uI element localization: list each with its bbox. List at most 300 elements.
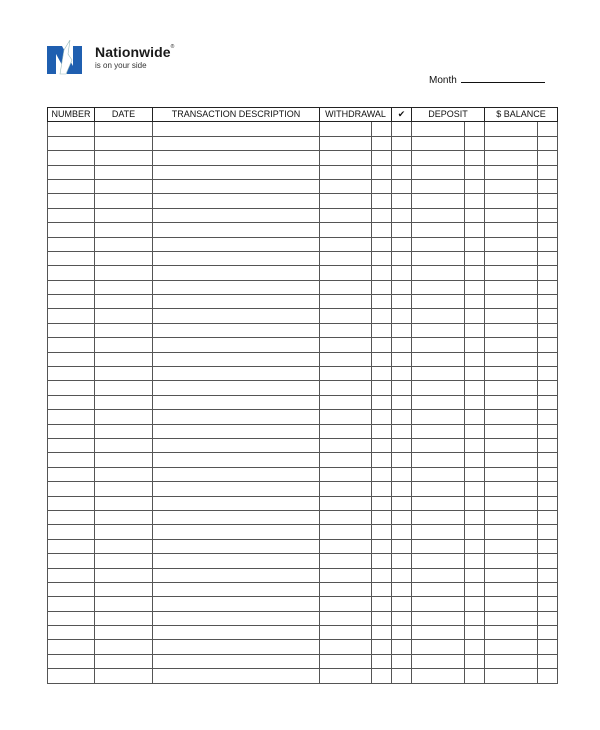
deposit-dollars-cell[interactable]	[412, 280, 465, 294]
balance-cents-cell[interactable]	[538, 410, 558, 424]
check-cell[interactable]	[392, 367, 412, 381]
withdrawal-dollars-cell[interactable]	[320, 467, 372, 481]
date-cell[interactable]	[95, 352, 153, 366]
deposit-cents-cell[interactable]	[465, 510, 485, 524]
number-cell[interactable]	[48, 424, 95, 438]
balance-cents-cell[interactable]	[538, 323, 558, 337]
withdrawal-dollars-cell[interactable]	[320, 438, 372, 452]
deposit-cents-cell[interactable]	[465, 626, 485, 640]
description-cell[interactable]	[153, 582, 320, 596]
deposit-dollars-cell[interactable]	[412, 122, 465, 136]
check-cell[interactable]	[392, 654, 412, 668]
check-cell[interactable]	[392, 338, 412, 352]
deposit-cents-cell[interactable]	[465, 669, 485, 683]
date-cell[interactable]	[95, 654, 153, 668]
balance-cents-cell[interactable]	[538, 309, 558, 323]
withdrawal-dollars-cell[interactable]	[320, 496, 372, 510]
deposit-dollars-cell[interactable]	[412, 669, 465, 683]
balance-dollars-cell[interactable]	[485, 165, 538, 179]
number-cell[interactable]	[48, 582, 95, 596]
check-cell[interactable]	[392, 194, 412, 208]
withdrawal-dollars-cell[interactable]	[320, 151, 372, 165]
withdrawal-cents-cell[interactable]	[372, 640, 392, 654]
check-cell[interactable]	[392, 179, 412, 193]
balance-cents-cell[interactable]	[538, 352, 558, 366]
check-cell[interactable]	[392, 165, 412, 179]
description-cell[interactable]	[153, 280, 320, 294]
withdrawal-dollars-cell[interactable]	[320, 510, 372, 524]
date-cell[interactable]	[95, 482, 153, 496]
balance-cents-cell[interactable]	[538, 496, 558, 510]
date-cell[interactable]	[95, 165, 153, 179]
withdrawal-dollars-cell[interactable]	[320, 223, 372, 237]
date-cell[interactable]	[95, 194, 153, 208]
balance-cents-cell[interactable]	[538, 223, 558, 237]
date-cell[interactable]	[95, 496, 153, 510]
balance-cents-cell[interactable]	[538, 438, 558, 452]
balance-dollars-cell[interactable]	[485, 482, 538, 496]
withdrawal-cents-cell[interactable]	[372, 323, 392, 337]
deposit-cents-cell[interactable]	[465, 367, 485, 381]
balance-dollars-cell[interactable]	[485, 309, 538, 323]
balance-cents-cell[interactable]	[538, 367, 558, 381]
deposit-dollars-cell[interactable]	[412, 295, 465, 309]
withdrawal-cents-cell[interactable]	[372, 338, 392, 352]
deposit-cents-cell[interactable]	[465, 597, 485, 611]
check-cell[interactable]	[392, 611, 412, 625]
deposit-dollars-cell[interactable]	[412, 151, 465, 165]
check-cell[interactable]	[392, 539, 412, 553]
withdrawal-cents-cell[interactable]	[372, 136, 392, 150]
balance-cents-cell[interactable]	[538, 525, 558, 539]
balance-cents-cell[interactable]	[538, 179, 558, 193]
check-cell[interactable]	[392, 626, 412, 640]
balance-dollars-cell[interactable]	[485, 410, 538, 424]
withdrawal-dollars-cell[interactable]	[320, 208, 372, 222]
number-cell[interactable]	[48, 367, 95, 381]
deposit-cents-cell[interactable]	[465, 410, 485, 424]
description-cell[interactable]	[153, 539, 320, 553]
balance-cents-cell[interactable]	[538, 669, 558, 683]
date-cell[interactable]	[95, 539, 153, 553]
description-cell[interactable]	[153, 237, 320, 251]
date-cell[interactable]	[95, 122, 153, 136]
description-cell[interactable]	[153, 381, 320, 395]
date-cell[interactable]	[95, 582, 153, 596]
description-cell[interactable]	[153, 266, 320, 280]
withdrawal-cents-cell[interactable]	[372, 582, 392, 596]
description-cell[interactable]	[153, 626, 320, 640]
check-cell[interactable]	[392, 438, 412, 452]
balance-cents-cell[interactable]	[538, 338, 558, 352]
date-cell[interactable]	[95, 626, 153, 640]
description-cell[interactable]	[153, 424, 320, 438]
number-cell[interactable]	[48, 453, 95, 467]
deposit-dollars-cell[interactable]	[412, 510, 465, 524]
description-cell[interactable]	[153, 151, 320, 165]
deposit-dollars-cell[interactable]	[412, 367, 465, 381]
deposit-dollars-cell[interactable]	[412, 539, 465, 553]
withdrawal-dollars-cell[interactable]	[320, 136, 372, 150]
number-cell[interactable]	[48, 395, 95, 409]
balance-dollars-cell[interactable]	[485, 453, 538, 467]
deposit-dollars-cell[interactable]	[412, 223, 465, 237]
date-cell[interactable]	[95, 525, 153, 539]
deposit-dollars-cell[interactable]	[412, 237, 465, 251]
description-cell[interactable]	[153, 122, 320, 136]
date-cell[interactable]	[95, 410, 153, 424]
check-cell[interactable]	[392, 525, 412, 539]
number-cell[interactable]	[48, 482, 95, 496]
withdrawal-dollars-cell[interactable]	[320, 179, 372, 193]
withdrawal-dollars-cell[interactable]	[320, 525, 372, 539]
check-cell[interactable]	[392, 266, 412, 280]
deposit-dollars-cell[interactable]	[412, 568, 465, 582]
balance-cents-cell[interactable]	[538, 482, 558, 496]
deposit-cents-cell[interactable]	[465, 539, 485, 553]
check-cell[interactable]	[392, 223, 412, 237]
check-cell[interactable]	[392, 640, 412, 654]
number-cell[interactable]	[48, 122, 95, 136]
balance-dollars-cell[interactable]	[485, 654, 538, 668]
withdrawal-dollars-cell[interactable]	[320, 424, 372, 438]
withdrawal-dollars-cell[interactable]	[320, 626, 372, 640]
description-cell[interactable]	[153, 194, 320, 208]
description-cell[interactable]	[153, 165, 320, 179]
withdrawal-cents-cell[interactable]	[372, 438, 392, 452]
withdrawal-cents-cell[interactable]	[372, 208, 392, 222]
number-cell[interactable]	[48, 208, 95, 222]
deposit-cents-cell[interactable]	[465, 654, 485, 668]
balance-dollars-cell[interactable]	[485, 582, 538, 596]
withdrawal-cents-cell[interactable]	[372, 424, 392, 438]
check-cell[interactable]	[392, 424, 412, 438]
withdrawal-dollars-cell[interactable]	[320, 654, 372, 668]
number-cell[interactable]	[48, 237, 95, 251]
description-cell[interactable]	[153, 640, 320, 654]
deposit-dollars-cell[interactable]	[412, 179, 465, 193]
month-input-line[interactable]	[461, 73, 545, 83]
deposit-dollars-cell[interactable]	[412, 309, 465, 323]
date-cell[interactable]	[95, 554, 153, 568]
deposit-dollars-cell[interactable]	[412, 323, 465, 337]
withdrawal-dollars-cell[interactable]	[320, 295, 372, 309]
deposit-cents-cell[interactable]	[465, 525, 485, 539]
number-cell[interactable]	[48, 640, 95, 654]
deposit-dollars-cell[interactable]	[412, 554, 465, 568]
balance-dollars-cell[interactable]	[485, 539, 538, 553]
number-cell[interactable]	[48, 568, 95, 582]
deposit-dollars-cell[interactable]	[412, 453, 465, 467]
date-cell[interactable]	[95, 179, 153, 193]
number-cell[interactable]	[48, 539, 95, 553]
deposit-dollars-cell[interactable]	[412, 381, 465, 395]
date-cell[interactable]	[95, 309, 153, 323]
balance-dollars-cell[interactable]	[485, 194, 538, 208]
date-cell[interactable]	[95, 295, 153, 309]
withdrawal-dollars-cell[interactable]	[320, 367, 372, 381]
date-cell[interactable]	[95, 424, 153, 438]
deposit-cents-cell[interactable]	[465, 122, 485, 136]
balance-cents-cell[interactable]	[538, 136, 558, 150]
number-cell[interactable]	[48, 496, 95, 510]
withdrawal-cents-cell[interactable]	[372, 179, 392, 193]
check-cell[interactable]	[392, 352, 412, 366]
withdrawal-dollars-cell[interactable]	[320, 309, 372, 323]
balance-dollars-cell[interactable]	[485, 467, 538, 481]
balance-dollars-cell[interactable]	[485, 640, 538, 654]
deposit-cents-cell[interactable]	[465, 467, 485, 481]
deposit-dollars-cell[interactable]	[412, 194, 465, 208]
balance-cents-cell[interactable]	[538, 251, 558, 265]
number-cell[interactable]	[48, 381, 95, 395]
balance-cents-cell[interactable]	[538, 194, 558, 208]
date-cell[interactable]	[95, 395, 153, 409]
withdrawal-dollars-cell[interactable]	[320, 122, 372, 136]
number-cell[interactable]	[48, 654, 95, 668]
check-cell[interactable]	[392, 122, 412, 136]
date-cell[interactable]	[95, 367, 153, 381]
withdrawal-dollars-cell[interactable]	[320, 568, 372, 582]
balance-dollars-cell[interactable]	[485, 496, 538, 510]
description-cell[interactable]	[153, 352, 320, 366]
withdrawal-cents-cell[interactable]	[372, 410, 392, 424]
deposit-cents-cell[interactable]	[465, 438, 485, 452]
deposit-dollars-cell[interactable]	[412, 395, 465, 409]
check-cell[interactable]	[392, 208, 412, 222]
description-cell[interactable]	[153, 438, 320, 452]
description-cell[interactable]	[153, 295, 320, 309]
check-cell[interactable]	[392, 482, 412, 496]
withdrawal-cents-cell[interactable]	[372, 367, 392, 381]
date-cell[interactable]	[95, 381, 153, 395]
withdrawal-dollars-cell[interactable]	[320, 194, 372, 208]
number-cell[interactable]	[48, 410, 95, 424]
check-cell[interactable]	[392, 323, 412, 337]
deposit-cents-cell[interactable]	[465, 582, 485, 596]
deposit-cents-cell[interactable]	[465, 266, 485, 280]
description-cell[interactable]	[153, 669, 320, 683]
description-cell[interactable]	[153, 136, 320, 150]
number-cell[interactable]	[48, 151, 95, 165]
balance-dollars-cell[interactable]	[485, 597, 538, 611]
deposit-dollars-cell[interactable]	[412, 654, 465, 668]
withdrawal-cents-cell[interactable]	[372, 525, 392, 539]
check-cell[interactable]	[392, 554, 412, 568]
month-field[interactable]	[429, 73, 545, 86]
withdrawal-dollars-cell[interactable]	[320, 352, 372, 366]
withdrawal-dollars-cell[interactable]	[320, 597, 372, 611]
balance-cents-cell[interactable]	[538, 280, 558, 294]
balance-dollars-cell[interactable]	[485, 179, 538, 193]
date-cell[interactable]	[95, 151, 153, 165]
deposit-dollars-cell[interactable]	[412, 338, 465, 352]
date-cell[interactable]	[95, 338, 153, 352]
balance-cents-cell[interactable]	[538, 122, 558, 136]
balance-dollars-cell[interactable]	[485, 424, 538, 438]
deposit-dollars-cell[interactable]	[412, 496, 465, 510]
balance-dollars-cell[interactable]	[485, 237, 538, 251]
balance-cents-cell[interactable]	[538, 626, 558, 640]
check-cell[interactable]	[392, 151, 412, 165]
description-cell[interactable]	[153, 251, 320, 265]
deposit-dollars-cell[interactable]	[412, 208, 465, 222]
withdrawal-dollars-cell[interactable]	[320, 539, 372, 553]
number-cell[interactable]	[48, 626, 95, 640]
balance-dollars-cell[interactable]	[485, 611, 538, 625]
date-cell[interactable]	[95, 266, 153, 280]
number-cell[interactable]	[48, 510, 95, 524]
balance-dollars-cell[interactable]	[485, 525, 538, 539]
withdrawal-dollars-cell[interactable]	[320, 482, 372, 496]
withdrawal-dollars-cell[interactable]	[320, 165, 372, 179]
balance-dollars-cell[interactable]	[485, 554, 538, 568]
balance-cents-cell[interactable]	[538, 568, 558, 582]
date-cell[interactable]	[95, 453, 153, 467]
description-cell[interactable]	[153, 525, 320, 539]
withdrawal-cents-cell[interactable]	[372, 554, 392, 568]
date-cell[interactable]	[95, 597, 153, 611]
withdrawal-dollars-cell[interactable]	[320, 410, 372, 424]
balance-dollars-cell[interactable]	[485, 381, 538, 395]
withdrawal-cents-cell[interactable]	[372, 251, 392, 265]
withdrawal-cents-cell[interactable]	[372, 510, 392, 524]
check-cell[interactable]	[392, 136, 412, 150]
balance-dollars-cell[interactable]	[485, 438, 538, 452]
withdrawal-cents-cell[interactable]	[372, 611, 392, 625]
balance-cents-cell[interactable]	[538, 597, 558, 611]
description-cell[interactable]	[153, 223, 320, 237]
date-cell[interactable]	[95, 251, 153, 265]
check-cell[interactable]	[392, 496, 412, 510]
deposit-dollars-cell[interactable]	[412, 251, 465, 265]
deposit-dollars-cell[interactable]	[412, 525, 465, 539]
balance-dollars-cell[interactable]	[485, 338, 538, 352]
balance-dollars-cell[interactable]	[485, 251, 538, 265]
deposit-cents-cell[interactable]	[465, 554, 485, 568]
withdrawal-cents-cell[interactable]	[372, 237, 392, 251]
withdrawal-dollars-cell[interactable]	[320, 280, 372, 294]
balance-dollars-cell[interactable]	[485, 669, 538, 683]
balance-cents-cell[interactable]	[538, 640, 558, 654]
withdrawal-cents-cell[interactable]	[372, 352, 392, 366]
deposit-cents-cell[interactable]	[465, 453, 485, 467]
balance-cents-cell[interactable]	[538, 510, 558, 524]
deposit-dollars-cell[interactable]	[412, 611, 465, 625]
deposit-cents-cell[interactable]	[465, 151, 485, 165]
balance-cents-cell[interactable]	[538, 453, 558, 467]
number-cell[interactable]	[48, 338, 95, 352]
withdrawal-dollars-cell[interactable]	[320, 611, 372, 625]
check-cell[interactable]	[392, 410, 412, 424]
withdrawal-cents-cell[interactable]	[372, 295, 392, 309]
balance-cents-cell[interactable]	[538, 554, 558, 568]
description-cell[interactable]	[153, 496, 320, 510]
description-cell[interactable]	[153, 510, 320, 524]
check-cell[interactable]	[392, 295, 412, 309]
number-cell[interactable]	[48, 165, 95, 179]
withdrawal-dollars-cell[interactable]	[320, 323, 372, 337]
check-cell[interactable]	[392, 237, 412, 251]
balance-dollars-cell[interactable]	[485, 367, 538, 381]
withdrawal-cents-cell[interactable]	[372, 280, 392, 294]
balance-dollars-cell[interactable]	[485, 280, 538, 294]
number-cell[interactable]	[48, 280, 95, 294]
deposit-cents-cell[interactable]	[465, 237, 485, 251]
withdrawal-dollars-cell[interactable]	[320, 453, 372, 467]
number-cell[interactable]	[48, 438, 95, 452]
description-cell[interactable]	[153, 410, 320, 424]
number-cell[interactable]	[48, 251, 95, 265]
description-cell[interactable]	[153, 482, 320, 496]
date-cell[interactable]	[95, 323, 153, 337]
deposit-dollars-cell[interactable]	[412, 467, 465, 481]
withdrawal-cents-cell[interactable]	[372, 539, 392, 553]
balance-cents-cell[interactable]	[538, 467, 558, 481]
description-cell[interactable]	[153, 309, 320, 323]
balance-cents-cell[interactable]	[538, 266, 558, 280]
deposit-cents-cell[interactable]	[465, 309, 485, 323]
withdrawal-cents-cell[interactable]	[372, 194, 392, 208]
withdrawal-dollars-cell[interactable]	[320, 381, 372, 395]
check-cell[interactable]	[392, 597, 412, 611]
balance-cents-cell[interactable]	[538, 208, 558, 222]
deposit-dollars-cell[interactable]	[412, 410, 465, 424]
withdrawal-cents-cell[interactable]	[372, 223, 392, 237]
deposit-cents-cell[interactable]	[465, 280, 485, 294]
number-cell[interactable]	[48, 194, 95, 208]
withdrawal-cents-cell[interactable]	[372, 381, 392, 395]
deposit-cents-cell[interactable]	[465, 295, 485, 309]
deposit-dollars-cell[interactable]	[412, 626, 465, 640]
deposit-cents-cell[interactable]	[465, 381, 485, 395]
date-cell[interactable]	[95, 467, 153, 481]
deposit-cents-cell[interactable]	[465, 208, 485, 222]
deposit-cents-cell[interactable]	[465, 165, 485, 179]
balance-dollars-cell[interactable]	[485, 136, 538, 150]
balance-dollars-cell[interactable]	[485, 151, 538, 165]
deposit-dollars-cell[interactable]	[412, 424, 465, 438]
check-cell[interactable]	[392, 381, 412, 395]
deposit-cents-cell[interactable]	[465, 568, 485, 582]
balance-dollars-cell[interactable]	[485, 352, 538, 366]
deposit-dollars-cell[interactable]	[412, 640, 465, 654]
date-cell[interactable]	[95, 438, 153, 452]
withdrawal-cents-cell[interactable]	[372, 496, 392, 510]
date-cell[interactable]	[95, 223, 153, 237]
description-cell[interactable]	[153, 568, 320, 582]
withdrawal-cents-cell[interactable]	[372, 482, 392, 496]
withdrawal-cents-cell[interactable]	[372, 467, 392, 481]
number-cell[interactable]	[48, 295, 95, 309]
withdrawal-dollars-cell[interactable]	[320, 669, 372, 683]
balance-cents-cell[interactable]	[538, 237, 558, 251]
description-cell[interactable]	[153, 467, 320, 481]
balance-dollars-cell[interactable]	[485, 223, 538, 237]
deposit-dollars-cell[interactable]	[412, 266, 465, 280]
deposit-cents-cell[interactable]	[465, 424, 485, 438]
balance-cents-cell[interactable]	[538, 295, 558, 309]
description-cell[interactable]	[153, 338, 320, 352]
withdrawal-dollars-cell[interactable]	[320, 395, 372, 409]
deposit-cents-cell[interactable]	[465, 223, 485, 237]
date-cell[interactable]	[95, 136, 153, 150]
number-cell[interactable]	[48, 352, 95, 366]
deposit-cents-cell[interactable]	[465, 496, 485, 510]
deposit-cents-cell[interactable]	[465, 251, 485, 265]
check-cell[interactable]	[392, 582, 412, 596]
check-cell[interactable]	[392, 309, 412, 323]
